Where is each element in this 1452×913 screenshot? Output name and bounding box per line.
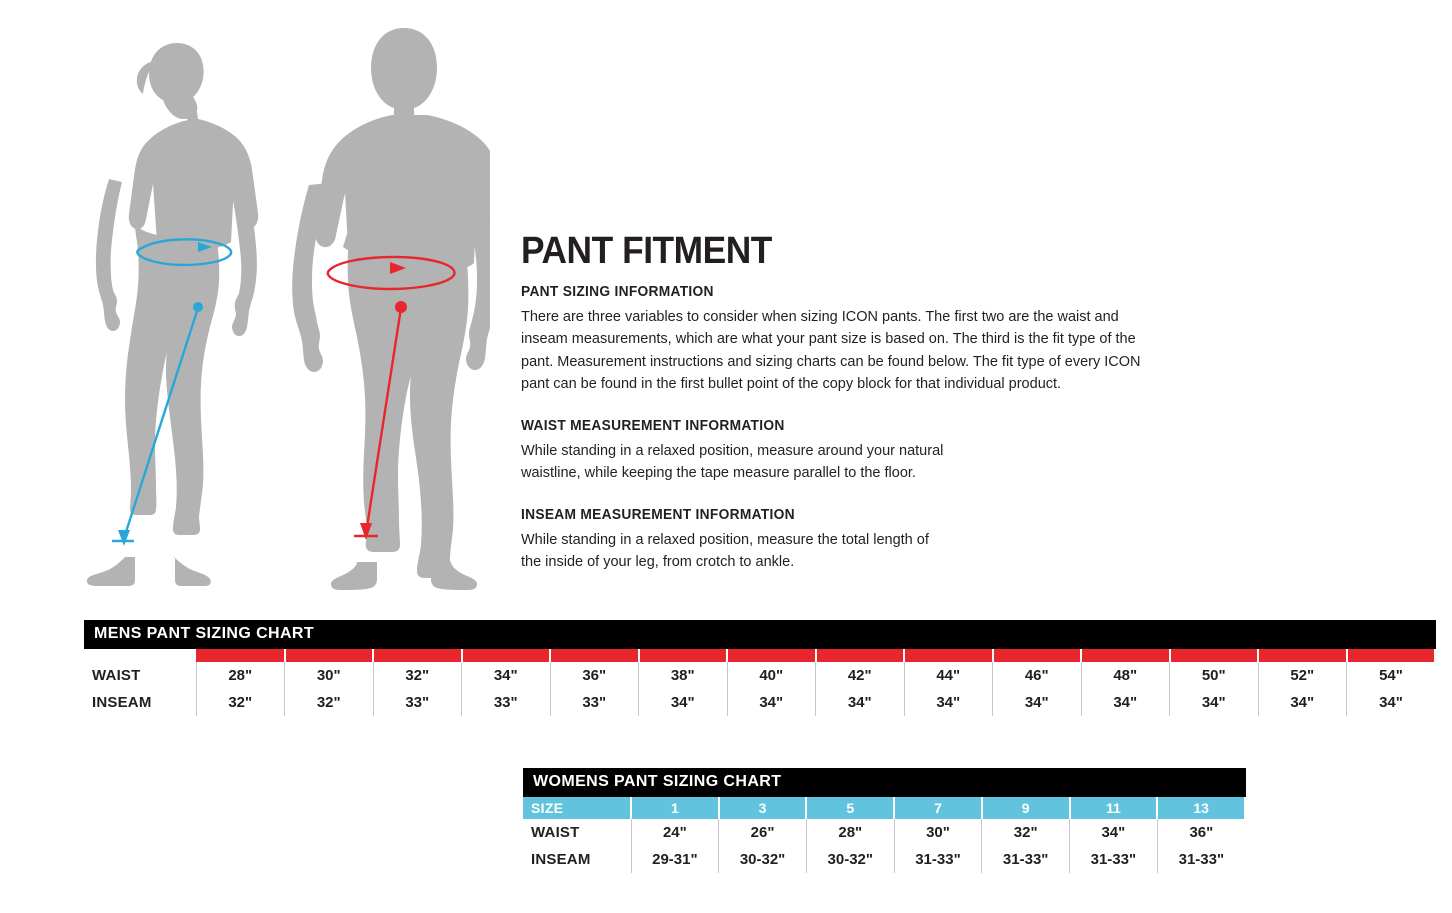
mens-inseam-cell: 32" xyxy=(196,689,285,716)
mens-chart-table xyxy=(84,649,1436,716)
womens-waist-cell: 32" xyxy=(982,819,1070,846)
mens-waist-cell: 34" xyxy=(462,662,551,689)
band-cell xyxy=(550,649,639,662)
womens-inseam-label: INSEAM xyxy=(523,846,631,873)
mens-chart-color-band xyxy=(84,649,1435,662)
womens-waist-cell: 34" xyxy=(1070,819,1158,846)
band-cell xyxy=(1347,649,1436,662)
waist-measurement-body: While standing in a relaxed position, measure around your natural waistline, while keeping the tape measure parallel to the floor. xyxy=(521,442,944,482)
womens-inseam-cell: 31-33" xyxy=(894,846,982,873)
mens-waist-label: WAIST xyxy=(84,662,196,689)
mens-waist-cell: 44" xyxy=(904,662,993,689)
mens-inseam-cell: 33" xyxy=(462,689,551,716)
mens-waist-cell: 52" xyxy=(1258,662,1347,689)
womens-waist-cell: 24" xyxy=(631,819,719,846)
mens-waist-cell: 50" xyxy=(1170,662,1259,689)
mens-inseam-cell: 34" xyxy=(727,689,816,716)
womens-size-cell: 1 xyxy=(631,797,719,819)
mens-inseam-cell: 33" xyxy=(373,689,462,716)
womens-chart-title: WOMENS PANT SIZING CHART xyxy=(523,768,1246,797)
inseam-measurement-body: While standing in a relaxed position, measure the total length of the inside of your leg, from crotch to ankle. xyxy=(521,531,929,571)
band-cell xyxy=(727,649,816,662)
womens-size-cell: 3 xyxy=(719,797,807,819)
mens-waist-cell: 40" xyxy=(727,662,816,689)
womens-inseam-row xyxy=(523,846,1245,873)
womens-size-cell: 11 xyxy=(1070,797,1158,819)
mens-inseam-cell: 34" xyxy=(1379,694,1403,711)
womens-waist-label: WAIST xyxy=(523,819,631,846)
womens-size-cell: 9 xyxy=(982,797,1070,819)
womens-chart-table xyxy=(523,797,1246,873)
band-cell xyxy=(1081,649,1170,662)
mens-inseam-cell: 34" xyxy=(993,689,1082,716)
mens-inseam-cell: 34" xyxy=(1170,689,1259,716)
female-inseam-arrowhead xyxy=(118,530,130,546)
mens-waist-cell: 32" xyxy=(373,662,462,689)
mens-inseam-cell: 34" xyxy=(816,689,905,716)
mens-waist-cell: 38" xyxy=(639,662,728,689)
mens-inseam-cell: 34" xyxy=(639,689,728,716)
womens-inseam-cell: 29-31" xyxy=(631,846,719,873)
pant-sizing-body: There are three variables to consider when sizing ICON pants. The first two are the waist and inseam measurements, which are what your pant size is based on. The third is the fit type of the pant. Measurement instructions and sizing charts can be found below. The fit type of every ICON pant can be found in the first bullet point of the copy block for that individual product. xyxy=(521,309,1141,393)
band-cell xyxy=(1258,649,1347,662)
band-cell xyxy=(639,649,728,662)
womens-waist-cell: 30" xyxy=(894,819,982,846)
mens-inseam-cell: 32" xyxy=(285,689,374,716)
womens-inseam-cell: 31-33" xyxy=(1070,846,1158,873)
womens-size-header-row xyxy=(523,797,1245,819)
mens-inseam-cell: 34" xyxy=(1258,689,1347,716)
mens-waist-cell: 30" xyxy=(285,662,374,689)
mens-waist-cell: 42" xyxy=(816,662,905,689)
womens-inseam-cell: 30-32" xyxy=(806,846,894,873)
mens-inseam-label: INSEAM xyxy=(84,689,196,716)
mens-waist-row xyxy=(84,662,1435,689)
mens-inseam-cell: 33" xyxy=(550,689,639,716)
band-cell xyxy=(373,649,462,662)
womens-inseam-cell: 31-33" xyxy=(1178,851,1225,868)
womens-size-cell: 7 xyxy=(894,797,982,819)
mens-waist-cell: 54" xyxy=(1379,667,1403,684)
band-cell xyxy=(904,649,993,662)
womens-waist-cell: 28" xyxy=(806,819,894,846)
male-figure-silhouette xyxy=(292,28,490,590)
band-cell xyxy=(1170,649,1259,662)
mens-inseam-row xyxy=(84,689,1435,716)
womens-waist-cell: 36" xyxy=(1189,824,1214,841)
band-cell xyxy=(462,649,551,662)
womens-size-cell: 13 xyxy=(1157,797,1245,819)
band-cell xyxy=(196,649,285,662)
womens-waist-row xyxy=(523,819,1245,846)
band-cell xyxy=(993,649,1082,662)
female-figure-silhouette xyxy=(87,43,258,586)
womens-waist-cell: 26" xyxy=(719,819,807,846)
male-inseam-top-dot xyxy=(395,301,407,313)
pant-sizing-heading: PANT SIZING INFORMATION xyxy=(521,284,714,300)
womens-pant-sizing-chart xyxy=(523,768,1246,873)
female-inseam-top-dot xyxy=(193,302,203,312)
mens-waist-cell: 36" xyxy=(550,662,639,689)
page-title: PANT FITMENT xyxy=(521,230,772,272)
mens-waist-cell: 28" xyxy=(196,662,285,689)
womens-inseam-cell: 31-33" xyxy=(982,846,1070,873)
mens-inseam-cell: 34" xyxy=(904,689,993,716)
mens-chart-title: MENS PANT SIZING CHART xyxy=(84,620,1436,649)
inseam-measurement-heading: INSEAM MEASUREMENT INFORMATION xyxy=(521,506,795,523)
band-cell xyxy=(285,649,374,662)
womens-size-label: SIZE xyxy=(523,797,631,819)
band-cell xyxy=(816,649,905,662)
womens-size-cell: 5 xyxy=(806,797,894,819)
waist-measurement-heading: WAIST MEASUREMENT INFORMATION xyxy=(521,417,785,434)
mens-pant-sizing-chart xyxy=(84,620,1436,716)
figure-illustrations xyxy=(30,0,490,610)
mens-inseam-cell: 34" xyxy=(1081,689,1170,716)
band-blank-cell xyxy=(84,649,196,662)
womens-inseam-cell: 30-32" xyxy=(719,846,807,873)
fitment-text-block xyxy=(521,232,1181,596)
mens-waist-cell: 48" xyxy=(1081,662,1170,689)
mens-waist-cell: 46" xyxy=(993,662,1082,689)
